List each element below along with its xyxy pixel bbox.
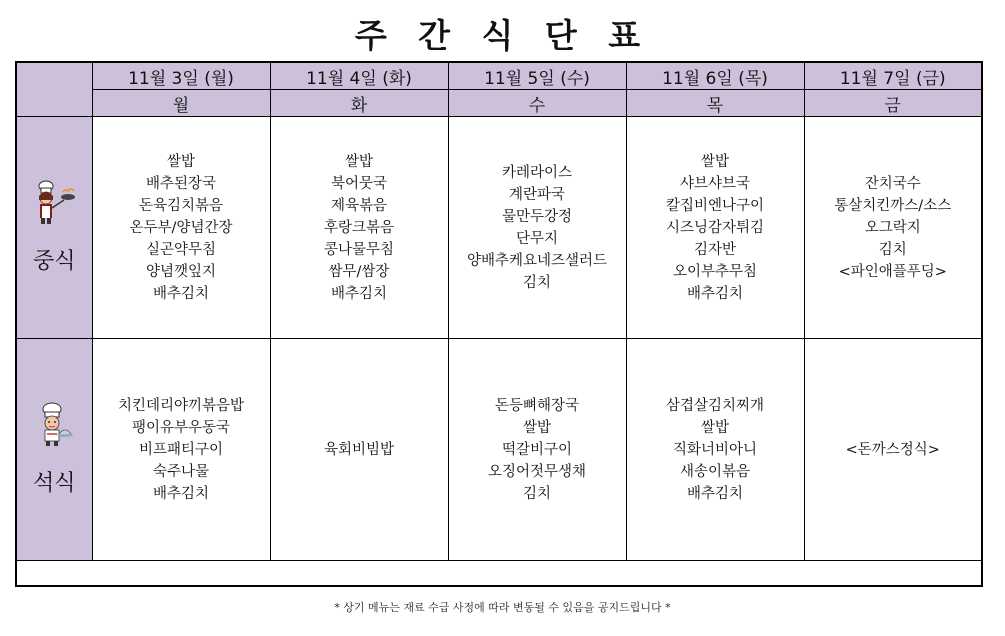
dinner-item: 육회비빔밥	[323, 441, 395, 458]
lunch-item: 쌀밥	[700, 153, 729, 170]
date-header-fri: 11월 7일 (금)	[804, 62, 982, 90]
dinner-item: 치킨데리야끼볶음밥	[117, 397, 245, 414]
lunch-item: 시즈닝감자튀김	[665, 219, 765, 236]
lunch-item: 온두부/양념간장	[129, 219, 233, 236]
dinner-item: 떡갈비구이	[501, 441, 573, 458]
dinner-item: 김치	[522, 485, 551, 502]
weekday-header-thu: 목	[626, 90, 804, 117]
dinner-item: 직화너비아니	[672, 441, 758, 458]
dinner-tue	[270, 339, 448, 561]
lunch-item: 후랑크볶음	[323, 219, 395, 236]
lunch-item: 배추된장국	[145, 175, 217, 192]
page-title: 주 간 식 단 표	[354, 16, 651, 55]
lunch-item: 단무지	[515, 230, 559, 247]
lunch-item: 실곤약무침	[145, 241, 217, 258]
lunch-tue	[270, 117, 448, 339]
lunch-item: 북어뭇국	[330, 175, 388, 192]
lunch-item: 배추김치	[152, 285, 210, 302]
date-header-tue: 11월 4일 (화)	[270, 62, 448, 90]
lunch-thu	[626, 117, 804, 339]
dinner-row	[16, 339, 982, 561]
dinner-item: 숙주나물	[152, 463, 210, 480]
dinner-item: 쌀밥	[522, 419, 551, 436]
lunch-item: <파인애플푸딩>	[838, 263, 947, 280]
lunch-item: 김치	[878, 241, 907, 258]
lunch-item: 콩나물무침	[323, 241, 395, 258]
lunch-mon	[92, 117, 270, 339]
lunch-item: 김자반	[693, 241, 737, 258]
dinner-item: 돈등뼈해장국	[494, 397, 580, 414]
dinner-wed	[448, 339, 626, 561]
dinner-item: 쌀밥	[700, 419, 729, 436]
date-header-thu: 11월 6일 (목)	[626, 62, 804, 90]
dinner-label-cell	[16, 339, 92, 561]
lunch-item: 통살치킨까스/소스	[834, 197, 952, 214]
corner-cell	[16, 62, 92, 117]
chef-with-dish-icon	[34, 402, 74, 448]
weekday-header-wed: 수	[448, 90, 626, 117]
lunch-item: 배추김치	[686, 285, 744, 302]
date-header-mon: 11월 3일 (월)	[92, 62, 270, 90]
lunch-label-cell	[16, 117, 92, 339]
lunch-item: 계란파국	[508, 186, 566, 203]
lunch-item: 제육볶음	[330, 197, 388, 214]
dinner-item: 삼겹살김치찌개	[665, 397, 765, 414]
dinner-item: 배추김치	[686, 485, 744, 502]
date-header-wed: 11월 5일 (수)	[448, 62, 626, 90]
lunch-item: 양배추케요네즈샐러드	[466, 252, 608, 269]
lunch-item: 쌀밥	[344, 153, 373, 170]
lunch-item: 카레라이스	[501, 164, 573, 181]
dinner-item: <돈까스정식>	[845, 441, 940, 458]
lunch-wed	[448, 117, 626, 339]
footer-note: * 상기 메뉴는 재료 수급 사정에 따라 변동될 수 있음을 공지드립니다 *	[334, 601, 671, 614]
lunch-fri	[804, 117, 982, 339]
chef-with-pan-icon	[30, 180, 78, 226]
weekday-header-tue: 화	[270, 90, 448, 117]
dinner-thu	[626, 339, 804, 561]
lunch-item: 쌈무/쌈장	[328, 263, 390, 280]
lunch-item: 오그락지	[864, 219, 921, 236]
lunch-item: 물만두강정	[501, 208, 573, 225]
lunch-item: 샤브샤브국	[679, 175, 751, 192]
table-footer-row	[16, 561, 982, 587]
dinner-item: 배추김치	[152, 485, 210, 502]
weekly-menu-table	[15, 61, 983, 587]
dinner-mon	[92, 339, 270, 561]
weekday-header-mon: 월	[92, 90, 270, 117]
dinner-label: 석식	[32, 471, 76, 496]
lunch-item: 양념깻잎지	[145, 263, 217, 280]
date-header-row	[16, 62, 982, 90]
dinner-item: 오징어젓무생채	[487, 463, 587, 480]
weekday-header-row	[16, 90, 982, 117]
lunch-item: 돈육김치볶음	[138, 197, 224, 214]
dinner-item: 팽이유부우동국	[131, 419, 231, 436]
empty-footer-cell	[16, 561, 982, 587]
weekday-header-fri: 금	[804, 90, 982, 117]
lunch-item: 김치	[522, 274, 551, 291]
dinner-item: 비프패티구이	[138, 441, 224, 458]
lunch-item: 칼집비엔나구이	[665, 197, 765, 214]
lunch-item: 쌀밥	[166, 153, 195, 170]
lunch-row	[16, 117, 982, 339]
dinner-item: 새송이볶음	[679, 463, 751, 480]
lunch-label: 중식	[32, 249, 76, 274]
lunch-item: 배추김치	[330, 285, 388, 302]
lunch-item: 잔치국수	[864, 175, 921, 192]
lunch-item: 오이부추무침	[672, 263, 758, 280]
dinner-fri	[804, 339, 982, 561]
